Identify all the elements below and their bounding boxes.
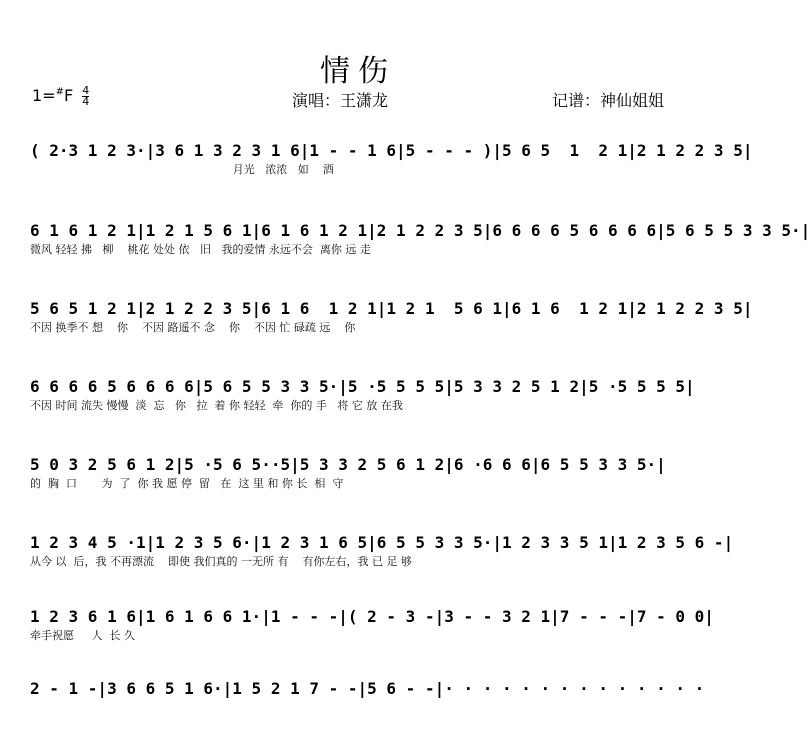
score-line-3 [30,298,753,336]
lyrics-line-2: 微风 轻轻 拂 柳 桃花 处处 依 旧 我的爱情 永远不会 离你 远 走 [30,243,371,256]
key-note: F [63,86,74,105]
lyrics-line-1: 月光 浓浓 如 酒 [30,163,334,176]
notes-line-2: 6 1 6 1 2 1|1 2 1 5 6 1|6 1 6 1 2 1|2 1 2 2 3 5|6 6 6 6 5 6 6 6 6|5 6 5 5 3 3 5·| [30,221,810,240]
time-top: 4 [82,84,90,97]
score-line-2 [30,220,810,258]
notes-line-8: 2 - 1 -|3 6 6 5 1 6·|1 5 2 1 7 - -|5 6 - -|· · · · · · · · · · · · · · [30,679,705,698]
time-bottom: 4 [82,95,90,108]
score-line-4 [30,376,695,414]
transcriber-credit: 记谱：神仙姐姐 [552,91,665,110]
sharp-sign: # [55,86,64,98]
notes-line-6: 1 2 3 4 5 ·1|1 2 3 5 6·|1 2 3 1 6 5|6 5 5 3 3 5·|1 2 3 3 5 1|1 2 3 5 6 -| [30,533,734,552]
score-line-5 [30,454,686,492]
lyrics-line-3: 不因 换季不 想 你 不因 路遥不 念 你 不因 忙 碌疏 远 你 [30,321,356,334]
score-line-7 [30,606,714,644]
lyrics-line-5: 的 胸 口 为 了 你 我 愿 停 留 在 这 里 和 你 长 相 守 [30,477,344,490]
time-signature [82,86,89,107]
notes-line-5: 5 0 3 2 5 6 1 2|5 ·5 6 5··5|5 3 3 2 5 6 1 2|6 ·6 6 6|6 5 5 3 3 5·| [30,455,666,474]
score-line-6 [30,532,734,570]
lyrics-line-6: 从今 以 后，我 不再漂流 即使 我们真的 一无所 有 有你左右，我 已 足 够 [30,555,412,568]
key-signature [32,86,89,107]
notes-line-3: 5 6 5 1 2 1|2 1 2 2 3 5|6 1 6 1 2 1|1 2 1 5 6 1|6 1 6 1 2 1|2 1 2 2 3 5| [30,299,753,318]
lyrics-line-4: 不因 时间 流失 慢慢 淡 忘 你 拉 着 你 轻轻 牵 你的 手 将 它 放 在我 [30,399,403,412]
notes-line-1: ( 2·3 1 2 3·|3 6 1 3 2 3 1 6|1 - - 1 6|5 - - - )|5 6 5 1 2 1|2 1 2 2 3 5| [30,141,753,160]
song-title: 情伤 [320,54,396,89]
score-line-8 [30,678,705,716]
notes-line-7: 1 2 3 6 1 6|1 6 1 6 6 1·|1 - - -|( 2 - 3 -|3 - - 3 2 1|7 - - -|7 - 0 0| [30,607,714,626]
lyrics-line-7: 牵手祝愿 人 长 久 [30,629,135,642]
singer-credit: 演唱：王潇龙 [292,91,389,110]
notes-line-4: 6 6 6 6 5 6 6 6 6|5 6 5 5 3 3 5·|5 ·5 5 5 5|5 3 3 2 5 1 2|5 ·5 5 5 5| [30,377,695,396]
lyrics-line-8 [30,700,686,716]
key-prefix: 1= [32,86,56,105]
score-line-1 [30,140,753,178]
